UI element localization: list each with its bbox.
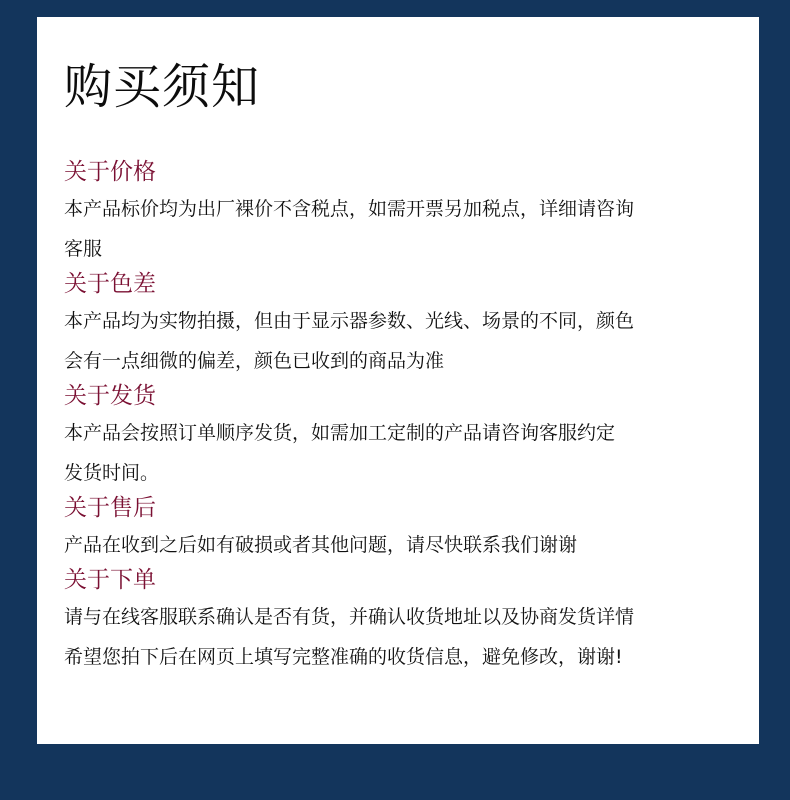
text-line: 请与在线客服联系确认是否有货，并确认收货地址以及协商发货详情 — [64, 606, 635, 628]
text-line: 本产品会按照订单顺序发货，如需加工定制的产品请咨询客服约定 — [64, 422, 616, 444]
section-text — [64, 413, 714, 493]
text-line: 希望您拍下后在网页上填写完整准确的收货信息，避免修改，谢谢! — [64, 646, 623, 668]
text-line: 产品在收到之后如有破损或者其他问题，请尽快联系我们谢谢 — [64, 534, 578, 556]
text-line: 会有一点细微的偏差，颜色已收到的商品为准 — [64, 350, 445, 372]
section-heading: 关于发货 — [64, 383, 156, 409]
notice-card — [37, 17, 759, 744]
sections-list — [64, 157, 759, 677]
section-text — [64, 597, 714, 677]
section-after-sales — [64, 493, 759, 565]
section-heading: 关于色差 — [64, 271, 156, 297]
section-heading: 关于价格 — [64, 159, 156, 185]
text-line: 客服 — [64, 238, 103, 260]
section-heading: 关于售后 — [64, 495, 156, 521]
text-line: 本产品均为实物拍摄，但由于显示器参数、光线、场景的不同，颜色 — [64, 310, 635, 332]
section-heading: 关于下单 — [64, 567, 156, 593]
page-title: 购买须知 — [64, 59, 261, 115]
section-text — [64, 189, 714, 269]
section-ordering — [64, 565, 759, 677]
section-text — [64, 525, 714, 565]
text-line: 发货时间。 — [64, 462, 160, 484]
section-shipping — [64, 381, 759, 493]
section-text — [64, 301, 714, 381]
section-price — [64, 157, 759, 269]
text-line: 本产品标价均为出厂裸价不含税点，如需开票另加税点，详细请咨询 — [64, 198, 635, 220]
section-color-difference — [64, 269, 759, 381]
